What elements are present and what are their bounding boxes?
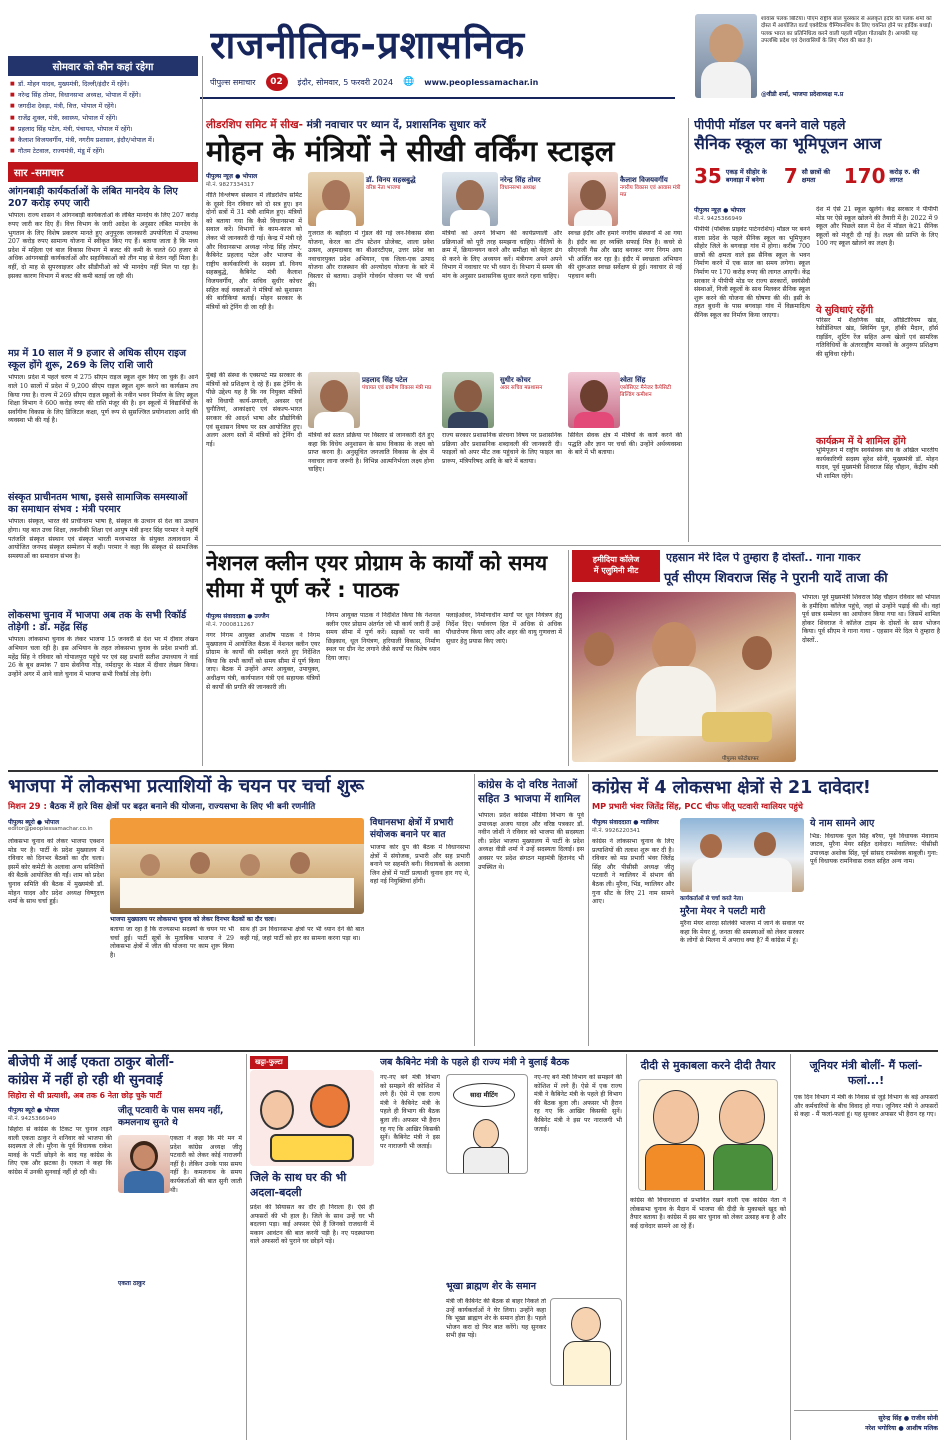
ekta-box-heading: जीतू पटवारी के पास समय नहीं, कमलनाथ सुनते थे (118, 1106, 224, 1128)
congress-join-headline: कांग्रेस के दो वरिष्ठ नेताओं सहित 3 भाजपा में शामिल (478, 779, 581, 805)
brief-body: भोपाल। संस्कृत, भारत की प्राचीनतम भाषा है, संस्कृत के उत्थान से देश का उत्थान होगा। यह बात उच्च शिक्षा, तकनीकी शिक्षा एवं आयुष मंत्री इन्दर सिंह परमार ने महर्षि पतंजलि संस्कृत संस्थान एवं संस्कृत भारती मध्यभारत के संयुक्त तत्वावधान में आयोजित जनपद संस्कृत सम्मेलन में कही। परमार ने कहा कि संस्कृत से सामाजिक समस्याओं का समाधान संभव है। (8, 518, 198, 560)
who-where-item: ■ गौतम टेटवाल, राज्यमंत्री, मंडू में रहेंगे। (10, 146, 196, 157)
satire-body-2: नए-नए बने मंत्री विभाग को समझने की कोशिश में लगे हैं। ऐसे में एक राज्य मंत्री ने कैबिनेट मंत्री के पहले ही विभाग की बैठक बुला ली। अफसर भी हैरान रह गए कि आखिर किसकी सुनें। कैबिनेट मंत्री ने इस पर नाराजगी भी जताई। (380, 1074, 440, 1150)
satire-section (250, 1054, 622, 1440)
quote-author: @वीडी शर्मा, भाजपा प्रदेशाध्यक्ष म.प्र (761, 91, 844, 98)
bjp-story (8, 774, 470, 1046)
person-quote: राज्य सरकार प्रशासनिक संरचना विषय पर प्रशासनिक प्रक्रिया और प्रशासनिक शब्दावली की जानकारी दी। फाइलों को अपर मीट तक पहुंचाने के लिए फाइल का प्रारूप, मंत्रिपरिषद आदि के बारे में बताया। (442, 432, 562, 465)
ekta-subhead: सिहोरा से थी प्रत्याशी, अब तक 6 नेता छोड़ चुके पार्टी (8, 1091, 162, 1100)
credits-line: सुरेन्द्र सिंह ● राजीव सोनी (878, 1415, 938, 1422)
satire-tag: खट्टा-फुल्टा (250, 1056, 288, 1069)
lead-story (206, 118, 682, 542)
who-where-item: ■ राजेंद्र शुक्ल, मंत्री, स्वास्थ्य, भोपाल में रहेंगे। (10, 113, 196, 124)
who-where-item: ■ डॉ. मोहन यादव, मुख्यमंत्री, दिल्ली/इंदौर में रहेंगे। (10, 79, 196, 90)
stat-text: सौ छात्रों की क्षमता (801, 168, 831, 185)
paper-name: पीपुल्स समाचार (210, 77, 256, 87)
person-quote: मंत्रियों को सतत प्रक्रिया पर विस्तार से जानकारी देते हुए कहा कि विधेय अनुशासन के साथ विकास के लक्ष्य को प्राप्त करना है। अनुसूचित जनजाति विकास के क्षेत्र में नवाचार लाना जरूरी है। विभिन्न आत्मनिर्भरता लक्ष्य होना चाहिए। (308, 432, 434, 474)
bjp-photo-caption: भाजपा मुख्यालय पर लोकसभा चुनाव को लेकर दिनभर बैठकों का दौर चला। (110, 916, 276, 923)
globe-icon: 🌐 (403, 77, 415, 87)
person-photo (442, 172, 498, 226)
person-role: पंचायत एवं ग्रामीण विकास मंत्री मप्र (362, 385, 432, 391)
clean-air-byline: पीपुल्स संवाददाता ● उज्जैन (206, 613, 270, 620)
stat-text: एकड़ में सीहोर के बगवाड़ा में बनेगा (725, 168, 767, 185)
school-headline-a: पीपीपी मॉडल पर बनने वाले पहले (694, 118, 846, 132)
person-name: सुधीर कोचर (500, 376, 531, 384)
person-photo (442, 372, 494, 428)
alumni-photo-credit: पीपुल्स फोटोग्राफर (722, 756, 759, 762)
school-story (694, 118, 938, 542)
alumni-headline-b: पूर्व सीएम शिवराज सिंह ने पुरानी यादें ताजा की (664, 571, 888, 586)
junior-story (794, 1058, 938, 1440)
stat-number: 170 (843, 164, 886, 189)
gwalior-mobile: मो.नं. 9926220341 (592, 828, 641, 834)
didi-body: कांग्रेस की विचारधारा से प्रभावित रखने वाली एक कांग्रेस नेता ने लोकसभा चुनाव के मैदान में भाजपा की दीदी के मुकाबले खुद को तैयार बताया है। कांग्रेस में इस बार चुनाव को लेकर उत्साह बना है और कई दावेदार सामने आ रहे हैं। (630, 1197, 786, 1230)
alumni-photo (572, 592, 796, 762)
school-mobile: मो.नं. 9425366949 (694, 216, 743, 222)
clean-air-body-2: निगम आयुक्त पाठक ने निर्देशित किया कि नेशनल क्लीन एयर प्रोग्राम अंतर्गत जो भी कार्य जारी हैं उन्हें समय सीमा में पूर्ण करें। सड़कों पर पानी का छिड़काव, धूल नियंत्रण, हरियाली विकास, निर्माण स्थल पर ग्रीन नेट लगाने जैसे कार्यों पर विशेष ध्यान दिया जाए। (326, 612, 440, 662)
ekta-body: सिहोरा से कांग्रेस के टिकट पर चुनाव लड़ने वाली एकता ठाकुर ने शनिवार को भाजपा की सदस्यता ले ली। मुरैना के पूर्व विधायक राकेश मावई के पार्टी छोड़ने के बाद यह कांग्रेस के लिए एक और झटका है। एकता ने कहा कि कांग्रेस में उनकी सुनवाई नहीं हो रही थी। (8, 1126, 112, 1176)
bjp-meeting-photo (110, 818, 364, 914)
person-role: वरिष्ठ नेता भाजपा (366, 185, 401, 191)
ekta-photo-name: एकता ठाकुर (118, 1280, 146, 1287)
gwalior-headline: कांग्रेस में 4 लोकसभा क्षेत्रों से 21 दावेदार! (592, 778, 871, 798)
bjp-mission-tag: मिशन 29 : (8, 802, 47, 812)
clean-air-body: नगर निगम आयुक्त आशीष पाठक ने निगम मुख्यालय में आयोजित बैठक में नेशनल क्लीन एयर प्रोग्राम के कार्यों की समीक्षा करते हुए निर्देशित किया कि सभी कार्यों को समय सीमा में पूर्ण किया जाए। बैठक में उन्होंने अपर आयुक्त, उपायुक्त, अधीक्षण यंत्री, कार्यपालन यंत्री एवं सहायक यंत्रियों से कार्यों की प्रगति की जानकारी ली। (206, 632, 320, 691)
who-where-heading: सोमवार को कौन कहां रहेगा (8, 56, 198, 76)
gwalior-photo-caption: कार्यकर्ताओं से चर्चा करते नेता। (680, 896, 744, 902)
brief-headline: लोकसभा चुनाव में भाजपा अब तक के सभी रिकॉर्ड तोड़ेगी : डॉ. महेंद्र सिंह (8, 610, 187, 633)
who-where-item: ■ जगदीश देवड़ा, मंत्री, वित्त, भोपाल में रहेंगे। (10, 101, 196, 112)
cartoon-meeting (446, 1074, 528, 1174)
gwalior-body: कांग्रेस ने लोकसभा चुनाव के लिए प्रत्याशियों की तलाश शुरू कर दी है। रविवार को मप्र प्रभारी भंवर जितेंद्र सिंह और पीसीसी अध्यक्ष जीतू पटवारी ने ग्वालियर में संभाग की बैठक ली। मुरैना, भिंड, ग्वालियर और गुना सीट के लिए 21 नाम सामने आए। (592, 838, 674, 906)
website-link[interactable]: www.peoplessamachar.in (424, 77, 539, 87)
alumni-tag-line: हमीदिया कॉलेज (592, 555, 640, 564)
satire-body: प्रदेश की सियासत का दौर ही निराला है। ऐसे ही अफसरों की भी हाल है। जिले के साथ उन्हें घर भी बदलना पड़ा। कई अफसर ऐसे हैं जिनको राजधानी में मकान आवंटन की बात करनी पड़ी है। नए पदस्थापना वाले अफसरों को पुराने घर छोड़ने पड़े। (250, 1204, 374, 1246)
clean-air-headline: नेशनल क्लीन एयर प्रोग्राम के कार्यों को समय सीमा में पूर्ण करें : पाठक (206, 551, 548, 602)
person-quote: स्वच्छ इंदौर और हमारे नगरीय संस्थानों में आ गया है। इंदौर का हर व्यक्ति सफाई मित्र है। कचरे से सीएनजी गैस और खाद बनाकर नगर निगम आय भी अर्जित कर रहा है। इंदौर में स्वच्छता अभियान की शुरूआत स्वच्छ सर्वेक्षण से हुई। नवाचार से नई पहचान बनी। (568, 230, 682, 280)
person-quote: मंत्रियों को अपने विभाग की कार्यप्रणाली और प्रक्रियाओं को पूरी तरह समझना चाहिए। नीतियों के क्रम में, क्रियान्वयन करने और समीक्षा को बेहतर ढंग से करने के लिए अध्ययन करें। मंत्रीगण अपने अपने विभाग में नवाचार पर भी ध्यान दें। विभाग में समय की मांग के अनुसार प्रशासनिक सुधार करते रहना चाहिए। (442, 230, 562, 280)
brief-headline: मप्र में 10 साल में 9 हजार से अधिक सीएम राइज स्कूल होंगे शुरू, 269 के लिए राशि जारी (8, 348, 187, 371)
person-photo (308, 372, 360, 428)
satire-headline-2: जब कैबिनेट मंत्री के पहले ही राज्य मंत्री ने बुलाई बैठक (380, 1057, 570, 1068)
bjp-body: लोकसभा चुनाव को लेकर भाजपा एक्शन मोड पर है। पार्टी के प्रदेश मुख्यालय में रविवार को दिनभर बैठकों का दौर चला। इसमें कोर कमेटी के अलावा अन्य समितियों की बैठकें आयोजित की गईं। शाम को प्रदेश चुनाव समिति की बैठक में मुख्यमंत्री डॉ. मोहन यादव और प्रदेश अध्यक्ष विष्णुदत्त शर्मा के साथ चर्चा हुई। (8, 838, 104, 906)
gwalior-subhead-2: मुरैना मेयर ने पलटी मारी (680, 906, 766, 917)
satire-headline-3: भूखा ब्राह्मण शेर के समान (446, 1281, 536, 1292)
alumni-headline-a: एहसान मेरे दिल पे तुम्हारा है दोस्तों.. गाना गाकर (666, 552, 861, 564)
brief-body: भोपाल। लोकसभा चुनाव के लेकर भाजपा 15 जनवरी से देश भर में दीवार लेखन अभियान चला रही है। इस अभियान के तहत लोकसभा चुनाव के प्रदेश प्रभारी डॉ. महेंद्र सिंह ने रविवार को गोपालपुरा पहुंचे पर एवं सह प्रभारी सतीश उपाध्याय ने वार्ड 26 के बूथ क्रमांक 7 ग्राम सेवनिया गोंड़, नर्मदापुर के मंडल में दीवार लेखन किया। उन्होंने अगर में आने वाले चुनाव में भाजपा सभी रिकॉर्ड तोड़ देगी। (8, 636, 198, 678)
who-where-item: ■ कैलाश विजयवर्गीय, मंत्री, नगरीय प्रशासन, इंदौर/भोपाल में। (10, 135, 196, 146)
school-subhead: कार्यक्रम में ये शामिल होंगे (816, 435, 906, 447)
clean-air-story (206, 550, 564, 766)
quote-author-photo (695, 14, 757, 98)
school-body-2: देश में ऐसे 21 स्कूल खुलेंगे। केंद्र सरकार ने पीपीपी मोड पर ऐसे स्कूल खोलने की तैयारी में है। 2022 में 9 स्कूल और पिछले साल में देश में मॉडल के21 सैनिक स्कूलों को मंजूरी दी गई है। लक्ष्य की प्राप्ति के लिए 100 नए स्कूल खोलने का लक्ष्य है। (816, 206, 938, 248)
person-name: नरेन्द्र सिंह तोमर (500, 176, 541, 184)
person-role: विधानसभा अध्यक्ष (500, 185, 536, 191)
lead-headline: मोहन के मंत्रियों ने सीखी वर्किंग स्टाइल (206, 134, 615, 168)
quote-text: शावास पलक बिटिया। पीएम राष्ट्रीय बाल पुरस्कार से अलंकृत इंदौर की पलक शर्मा को दोस्त में आयोजित वर्ल्ड एक्वेटिक चैम्पियनशिप के लिए चयनित होने पर हार्दिक बधाई। पलक भारत का प्रतिनिधित्व करने वाली पहली महिला गोताखोर है। आपकी यह उपलब्धि प्रदेश एवं देशवासियों के लिए गौरव की बात है। (761, 16, 933, 44)
lead-byline: पीपुल्स न्यूज़ ● भोपाल (206, 173, 258, 180)
school-body: पीपीपी (पब्लिक प्राइवेट पार्टनरशिप) मॉडल पर बनने वाला प्रदेश के पहले सैनिक स्कूल का भूमिपूजन सीहोर जिले के बगवाड़ा गांव में होगा। करीब 700 छात्रों की क्षमता वाले इस सैनिक स्कूल के भवन निर्माण करने में एक साल का समय लगेगा। स्कूल निर्माण पर 170 करोड़ रुपए की लागत आएगी। केंद्र सरकार ने पीपीपी मोड पर राज्य सरकारों, स्वयंसेवी संस्थाओं, निजी स्कूलों के साथ मिलकर सैनिक स्कूल शुरू करने की योजना की घोषणा की थी। इसी के तहत बुधनी के पास बगवाड़ा गांव में विक्रमादित्य सैनिक स्कूल का निर्माण किया जाएगा। (694, 226, 810, 319)
brief-headline: संस्कृत प्राचीनतम भाषा, इससे सामाजिक समस्याओं का समाधान संभव : मंत्री परमार (8, 492, 188, 515)
who-where-item: ■ नरेन्द्र सिंह तोमर, विधानसभा अध्यक्ष, भोपाल में रहेंगे। (10, 90, 196, 101)
junior-body: एक दिन विभाग में मंत्री के निवास से जुड़े विभाग के बड़े अफसरों और कर्मचारियों के बीच विवाद हो गया। जूनियर मंत्री ने अफसरों से कहा - मैं फलां-फलां हूं। यह सुनकर अफसर भी हैरान रह गए। (794, 1094, 938, 1119)
school-headline-b: सैनिक स्कूल का भूमिपूजन आज (694, 134, 882, 154)
gwalior-body-2: मुरैना मेयर शारदा सोलंकी भाजपा में जाने के सवाल पर कहा कि मेयर हूं, जनता की समस्याओं को लेकर सरकार के लोगों से मिलना में अपराध क्या है? मैं कांग्रेस में हूं। (680, 920, 804, 945)
person-name: कैलाश विजयवर्गीय (620, 176, 668, 184)
credits-line: नरेश भगोरिया ● आशीष मलिक (865, 1425, 938, 1432)
bjp-side-heading: विधानसभा क्षेत्रों में प्रभारी संयोजक बनाने पर बात (370, 818, 454, 840)
school-body-4: भूमिपूजन में राष्ट्रीय स्वयंसेवक संघ के अखिल भारतीय कार्यकारिणी सदस्य सुरेश सोनी, मुख्यमंत्री डॉ. मोहन यादव, पूर्व मुख्यमंत्री शिवराज सिंह चौहान, केंद्रीय मंत्री भी शामिल रहेंगे। (816, 447, 938, 480)
summary-heading: सार -समाचार (8, 162, 198, 182)
lead-kicker-rest: मंत्री नवाचार पर ध्यान दें, प्रशासनिक सुधार करें (306, 119, 486, 131)
quote-box (695, 14, 935, 106)
ekta-headline-b: कांग्रेस में नहीं हो रही थी सुनवाई (8, 1073, 163, 1088)
bjp-subhead: बैठक में हारे विस क्षेत्रों पर बढ़त बनाने की योजना, राज्यसभा के लिए भी बनी रणनीति (49, 802, 316, 812)
bjp-body-3: साथ ही उन विधानसभा क्षेत्रों पर भी ध्यान देने की बात कही गई, जहां पार्टी को हार का सामना करना पड़ा था। (240, 926, 364, 942)
congress-join-story (478, 778, 584, 1046)
didi-headline: दीदी से मुकाबला करने दीदी तैयार (640, 1059, 776, 1072)
gwalior-photo (680, 818, 804, 892)
alumni-story (572, 550, 940, 766)
ekta-box-body: एकता ने कहा कि मेरे मन में प्रदेश कांग्रेस अध्यक्ष जीतू पटवारी को लेकर कोई नाराजगी नहीं है। लेकिन उनके पास समय नहीं है। कमलनाथ के समय कार्यकर्ताओं की बात सुनी जाती थी। (170, 1135, 242, 1194)
gwalior-byline: पीपुल्स संवाददाता ● ग्वालियर (592, 819, 659, 826)
brief-body: भोपाल। राज्य शासन ने आंगनबाड़ी कार्यकर्ताओं के लंबित मानदेय के लिए 207 करोड़ रुपए जारी कर दिए हैं। वित्त विभाग के जारी आदेश के अनुसार लंबित मानदेय के भुगतान के लिए विशेष प्रकरण मानते हुए अनुपूरक जानकारी उपयोगिता में उपलब्ध 207 करोड़ रुपए सामान्य योजना में स्वीकृत किए गए हैं। बताया जाता है कि मध्य प्रदेश में महिला एवं बाल विकास विभाग में बजट की कमी के चलते 60 हजार से अधिक आंगनबाड़ी कार्यकर्ताओं और सहायिकाओं को तीन माह से वेतन नहीं मिला है। वहीं, दो माह से सुपरवाइजर और सीडीपीओ को भी मानदेय नहीं मिल पा रहा है। इसका कारण विभाग में बजट की कमी बताई जा रही थी। (8, 212, 198, 280)
school-byline: पीपुल्स न्यूज़ ● भोपाल (694, 207, 746, 214)
school-body-3: परिसर में शैक्षणिक खंड, ऑडिटोरियम खंड, रेसीडेंशियल खंड, स्विमिंग पूल, हॉकी मैदान, हॉर्स राइडिंग, शूटिंग रेंज सहित अन्य खेलों एवं सामरिक गतिविधियों के अंतरराष्ट्रीय मानकों के अनुरूप प्रशिक्षण की सुविधा रहेगी। (816, 316, 938, 358)
person-photo (308, 172, 364, 226)
clean-air-body-3: फ्लाईओवर, निर्माणाधीन मार्गों पर धूल नियंत्रण हेतु निर्देश दिए। पर्यावरण हित में अधिक से अधिक पौधारोपण किया जाए और शहर की वायु गुणवत्ता में सुधार हेतु प्रयास किए जाएं। (446, 612, 562, 645)
lead-body: मुंबई की संस्था के एक्सपर्ट मप्र सरकार के मंत्रियों को प्रशिक्षण दे रहे हैं। इस ट्रेनिंग के पीछे उद्देश्य यह है कि नव नियुक्त मंत्रियों को विधायी कार्य-प्रणाली, अवसर एवं चुनौतियां, आकांक्षाएं एवं संकल्प-भारत सरकार की आदर्श भाषा और प्रौद्योगिकी एवं सुशासन विषय पर सत्र आयोजित हुए। अलग अलग सत्रों में मंत्रियों को ट्रेनिंग दी गई। (206, 372, 302, 448)
lead-kicker: लीडरशिप समिट में सीख- (206, 119, 303, 131)
congress-join-body: भोपाल। प्रदेश कांग्रेस मीडिया विभाग के पूर्व उपाध्यक्ष अजय यादव और वरिष्ठ पत्रकार डॉ. नवीन जोशी ने रविवार को भाजपा की सदस्यता ली। प्रदेश भाजपा मुख्यालय में पार्टी के प्रदेश अध्यक्ष वीडी शर्मा ने उन्हें सदस्यता दिलाई। इस अवसर पर प्रदेश संगठन महामंत्री हितानंद भी उपस्थित थे। (478, 812, 584, 871)
satire-headline: जिले के साथ घर की भी अदला-बदली (250, 1171, 347, 1199)
dateline: इंदौर, सोमवार, 5 फरवरी 2024 (297, 77, 394, 87)
didi-cartoon (638, 1079, 778, 1191)
bjp-side-body: भाजपा कोर ग्रुप की बैठक में विधानसभा क्षेत्रों में संयोजक, प्रभारी और सह प्रभारी बनाने पर सहमति बनी। विधायकों के अलावा जिन क्षेत्रों में पार्टी प्रत्याशी चुनाव हार गए थे, वहां नई नियुक्तियां होंगी। (370, 844, 470, 886)
section-title: राजनीतिक-प्रशासनिक (210, 23, 526, 67)
junior-headline: जूनियर मंत्री बोलीं- मैं फलां-फलां...! (809, 1059, 923, 1087)
bjp-body-2: बताया जा रहा है कि राज्यसभा सदस्यों के चयन पर भी चर्चा हुई। पार्टी सूत्रों के मुताबिक भाजपा ने 29 लोकसभा क्षेत्रों में जीत की योजना पर काम शुरू किया है। (110, 926, 234, 959)
bjp-byline: पीपुल्स ब्यूरो ● भोपाल (8, 819, 60, 826)
ekta-headline-a: बीजेपी में आईं एकता ठाकुर बोलीं- (8, 1055, 175, 1070)
cartoon-speech-bubble: सादा मीटिंग (453, 1083, 515, 1107)
lead-body: नीति विश्लेषण संस्थान में लीडरशिप समिट के दूसरे दिन रविवार को दो सत्र हुए। इन दोनों सत्रों में 31 मंत्री शामिल हुए। मंत्रियों को बताया गया कि कैसे विधानसभा में सवाल करें। विभागों के काम-काज को लेकर भी जानकारी दी गई। केन्द्र में मंत्री रहे और विधानसभा अध्यक्ष नरेन्द्र सिंह तोमर, कैबिनेट प्रहलाद पटेल और भाजपा के राष्ट्रीय कार्यकारिणी के सदस्य डॉ. विनय सहस्रबुद्धे, कैबिनेट मंत्री कैलाश विजयवर्गीय, और सचिव सुधीर कोचर सहित कई वक्ताओं ने मंत्रियों को सुशासन की बारीकियां बताईं। मोहन सरकार के मंत्रियों को ट्रेनिंग दी जा रही है। (206, 192, 302, 311)
ekta-mobile: मो.नं. 9425366949 (8, 1116, 57, 1122)
person-photo (568, 372, 620, 428)
person-role: अवर सचिव मप्रशासन (500, 385, 543, 391)
clean-air-mobile: मो.नं. 7000811267 (206, 622, 255, 628)
person-name: प्रहलाद सिंह पटेल (362, 376, 408, 384)
page-number: 02 (266, 73, 288, 91)
satire-body-2b: नए-नए बने मंत्री विभाग को समझने की कोशिश में लगे हैं। ऐसे में एक राज्य मंत्री ने कैबिनेट मंत्री के पहले ही विभाग की बैठक बुला ली। अफसर भी हैरान रह गए कि आखिर किसकी सुनें। कैबिनेट मंत्री ने इस पर नाराजगी भी जताई। (534, 1074, 622, 1133)
person-quote: सिविल सेवक क्षेत्र में मंत्रियों के कार्य करने की पद्धति और ज्ञान पर चर्चा की। उन्होंने अर्थव्यवस्था के बारे में भी बताया। (568, 432, 682, 457)
lead-mobile: मो.नं. 9827334317 (206, 182, 255, 188)
stat-number: 7 (783, 164, 798, 189)
gwalior-names-body: भिंड: विधायक फूल सिंह बरैया, पूर्व विधायक मेवाराम जाटव, मुरैना मेयर सहित दावेदार। ग्वालियर: पीसीसी उपाध्यक्ष अशोक सिंह, पूर्व सांसद रामसेवक बाबूजी। गुना: पूर्व विधायक रामनिवास रावत सहित अन्य नाम। (810, 832, 938, 866)
ekta-photo (118, 1135, 170, 1193)
bjp-headline: भाजपा में लोकसभा प्रत्याशियों के चयन पर चर्चा शुरू (8, 776, 364, 797)
ekta-story (8, 1054, 242, 1440)
brief-body: भोपाल। प्रदेश में पहले चरण में 275 सीएम राइज स्कूल शुरू किए जा चुके हैं। आने वाले 10 सालों में प्रदेश में 9,200 सीएम राइज स्कूल शुरू करने का कार्यक्रम तय किया गया है। राज्य में 269 सीएम राइज स्कूलों के नवीन भवन निर्माण के लिए स्कूल शिक्षा विभाग ने 600 करोड़ रुपए की राशि मंजूर की है। इन स्कूलों में विद्यार्थियों के सर्वांगीण विकास के लिए डिजिटल कक्षा, पूर्ण रूप से सुसज्जित प्रयोगशाला आदि की व्यवस्था भी की गई है। (8, 374, 198, 425)
gwalior-subhead: MP प्रभारी भंवर जितेंद्र सिंह, PCC चीफ जीतू पटवारी ग्वालियर पहुंचे (592, 801, 804, 811)
person-name: श्वेता सिंह (620, 376, 646, 384)
satire-body-3: मंत्री जी कैबिनेट की बैठक से बाहर निकले तो उन्हें कार्यकर्ताओं ने घेर लिया। उन्होंने कहा कि भूखा ब्राह्मण शेर के समान होता है। पहले भोजन करा दो फिर बात करेंगे। यह सुनकर सभी हंस पड़े। (446, 1298, 546, 1340)
stat-text: करोड़ रु. की लागत (889, 168, 920, 185)
gwalior-names-heading: ये नाम सामने आए (810, 818, 875, 829)
person-quote: गुजरात के बड़ौदरा में गुंडल की गई जन-विकास सेवा योजना, केरल का टॉप स्टेशन प्रोजेक्ट, शाला प्रवेश उत्सव, अहमदाबाद का बीआरटीएस, उत्तर प्रदेश का नवाचारयुक्त प्रदेश अभियान, एक जिला-एक उत्पाद योजना और राजस्थान की अन्त्योदय योजना के बारे में विस्तार से बताया। उन्होंने गोवर्धन योजना पर भी चर्चा की। (308, 230, 434, 289)
brief-headline: आंगनबाड़ी कार्यकर्ताओं के लंबित मानदेय के लिए 207 करोड़ रुपए जारी (8, 186, 178, 209)
person-role: एसोसिएट मैनेजर कैपेसिटी बिल्डिंग कमीशन (620, 385, 671, 398)
person-role: नगरीय विकास एवं आवास मंत्री मप्र (620, 185, 681, 198)
stat-number: 35 (694, 164, 722, 189)
school-subhead: ये सुविधाएं रहेंगी (816, 305, 874, 316)
alumni-body: भोपाल। पूर्व मुख्यमंत्री शिवराज सिंह चौहान रविवार को भोपाल के हमीदिया कॉलेज पहुंचे, जहां से उन्होंने पढ़ाई की थी। वहां पूर्व छात्र सम्मेलन का आयोजन किया गया था। जिसमें शामिल होकर शिवराज ने कॉलेज टाइम के दोस्तों के साथ भोजन किया। पूर्व सीएम ने गाना गाया - एहसान मेरे दिल पे तुम्हारा है दोस्तों.. (802, 594, 940, 644)
gwalior-story (592, 776, 938, 1046)
cartoon-brahmin (550, 1298, 622, 1386)
didi-story (630, 1058, 786, 1440)
bjp-email[interactable]: editor@peoplessamachar.co.in (8, 826, 93, 832)
ekta-byline: पीपुल्स ब्यूरो ● भोपाल (8, 1107, 60, 1114)
cartoon-art (250, 1070, 374, 1166)
person-photo (568, 172, 618, 226)
alumni-tag-line: में एलुमिनी मीट (593, 566, 639, 575)
masthead (210, 20, 660, 100)
person-name: डॉ. विनय सहस्रबुद्धे (366, 176, 416, 184)
who-where-item: ■ प्रहलाद सिंह पटेल, मंत्री, पंचायत, भोपाल में रहेंगे। (10, 124, 196, 135)
left-sidebar (8, 56, 198, 766)
